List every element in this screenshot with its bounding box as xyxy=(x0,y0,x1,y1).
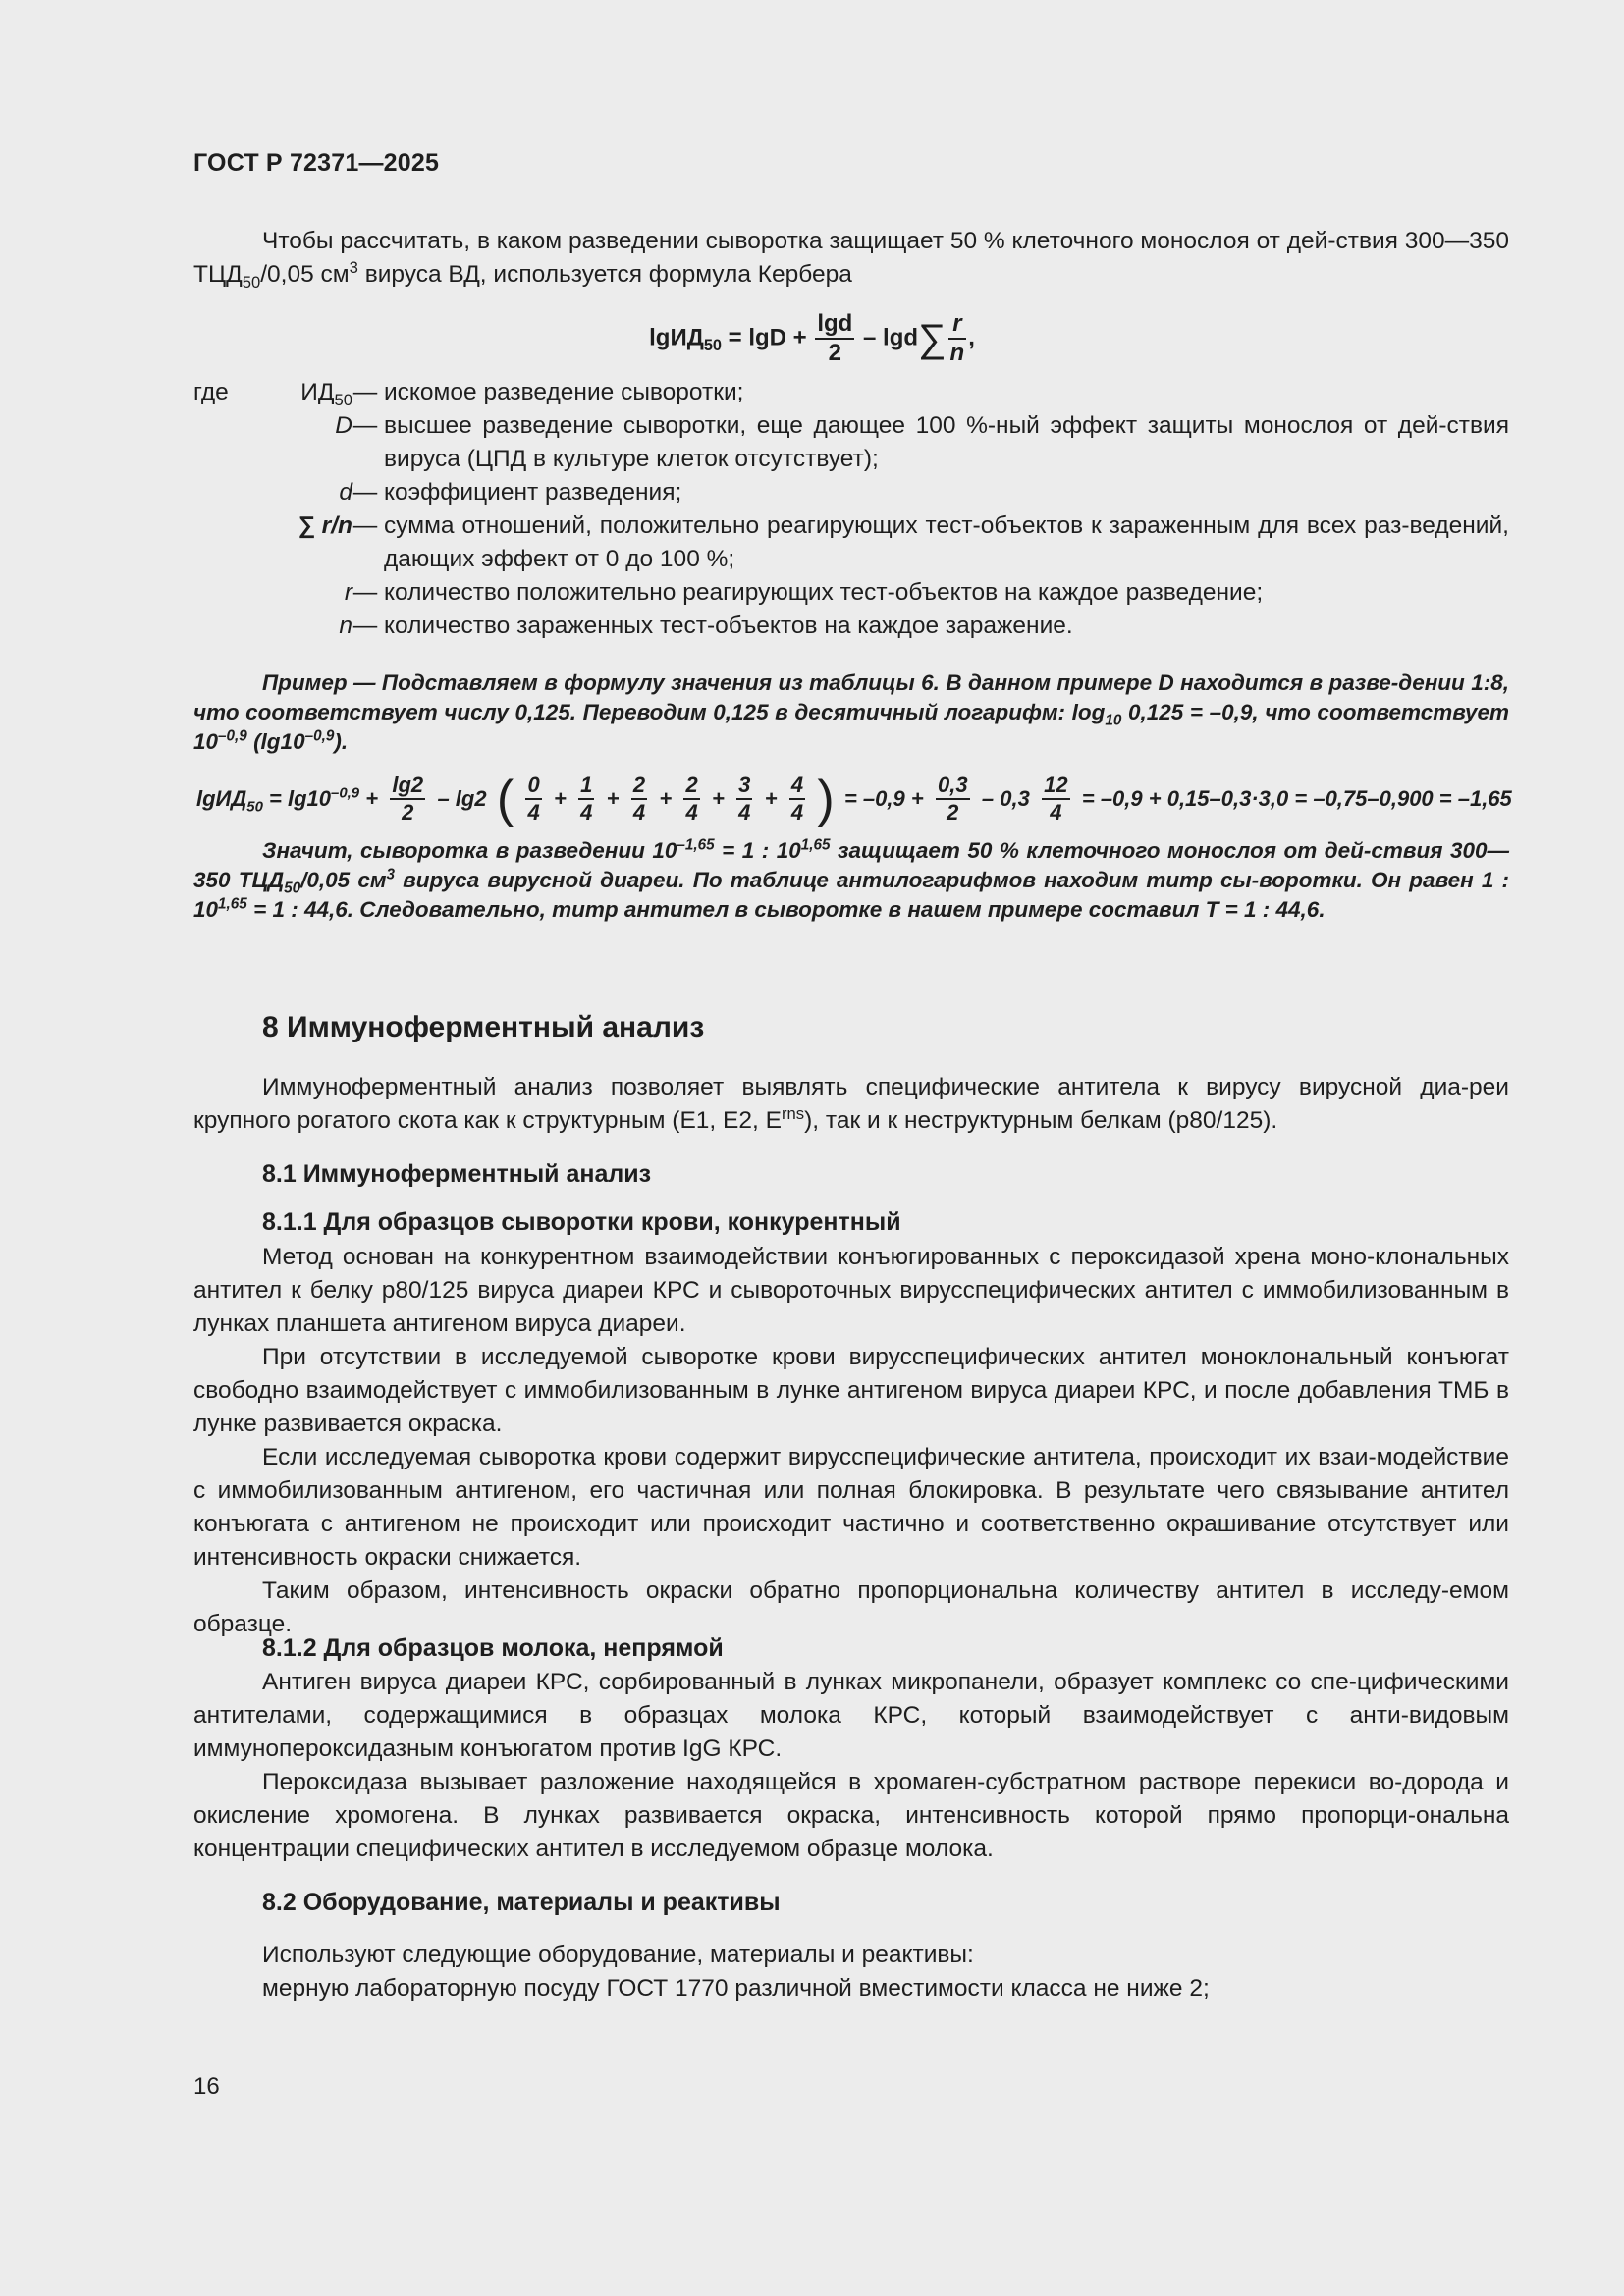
term-num: 0 xyxy=(525,774,541,800)
s811-paragraph-3: Если исследуемая сыворотка крови содержит вирусспецифические антитела, происходит их взаи-модействие с иммобилизованным антигеном, его частичная или полная блокировка. В результате чего связывание антител конъюгата с антигеном не происходит или происходит частично и соответственно окрашивание отсутствует или интенсивность окраски снижается. xyxy=(193,1444,1509,1571)
example-sup2: –0,9 xyxy=(304,727,335,745)
section-8-2-title: 8.2 Оборудование, материалы и реактивы xyxy=(262,1889,781,1916)
example-sup1: –0,9 xyxy=(218,727,247,745)
definition-dash: — xyxy=(352,412,378,439)
definition-desc: искомое разведение сыворотки; xyxy=(384,379,744,405)
definition-desc: коэффициент разведения; xyxy=(384,479,682,506)
intro-sup: 3 xyxy=(349,257,358,277)
open-paren: ( xyxy=(496,771,514,828)
close-paren: ) xyxy=(817,771,835,828)
definition-dash: — xyxy=(352,579,378,606)
definition-term: r xyxy=(344,579,352,606)
calculation-formula: $\lg ИД_{50} = \lg 10^{-0,9}$ + $\frac{\lg 2}{2}$ – lg2 ( $\frac{0}{4}$ + $\frac{1}{4}$ + $\frac{2}{4}$ + $\frac{2}{4}$ + $\frac{3}{4}$ + $\frac{4}{4}$ ) = –0,9 + $\frac{0,3}{2}$ – 0,3 $\frac{12}{4}$ = –0,9 + 0,15–0,3·3,0 = –0,75–0,900 = –1,65 xyxy=(196,771,1512,828)
definition-dash: — xyxy=(352,613,378,639)
section-8-1-2-body xyxy=(193,1666,1509,1866)
calc-f1-num: lg2 xyxy=(390,774,425,800)
conclusion-sup4: 1,65 xyxy=(218,895,247,913)
definition-term: ∑ r/n xyxy=(298,512,352,539)
calc-fraction-1 xyxy=(390,774,425,824)
definition-row xyxy=(193,476,1509,509)
term-den: 4 xyxy=(738,800,751,825)
conclusion-paragraph xyxy=(193,836,1509,925)
formula-tail: , xyxy=(968,324,975,351)
formula-lhs: lgИД xyxy=(649,324,704,351)
intro-text-a: Чтобы рассчитать, в каком разведении сыворотка защищает 50 % клеточного монослоя от дей-ствия 300—350 ТЦД xyxy=(193,228,1509,288)
s812-paragraph-1: Антиген вируса диареи КРС, сорбированный в лунках микропанели, образует комплекс со спе-цифическими антителами, содержащимися в образцах молока КРС, который взаимодействует с анти-видовым иммунопероксидазным конъюгатом против IgG КРС. xyxy=(193,1669,1509,1762)
formula-frac-num: lgd xyxy=(815,312,854,340)
example-paragraph xyxy=(193,668,1509,757)
s812-paragraph-2: Пероксидаза вызывает разложение находящейся в хромаген-субстратном растворе перекиси во-дорода и окисление хромогена. В лунках развивается окраска, интенсивность которой прямо пропорци-ональна концентрации специфических антител в исследуемом образце молока. xyxy=(193,1769,1509,1862)
calc-t1: = lg10 xyxy=(262,786,331,811)
conclusion-b: = 1 : 10 xyxy=(714,838,801,863)
definition-dash: — xyxy=(352,479,378,506)
calc-lhs-text: lgИД xyxy=(196,786,247,811)
term-den: 4 xyxy=(685,800,698,825)
definition-row xyxy=(193,409,1509,476)
example-text-d: ). xyxy=(334,729,349,754)
conclusion-d: /0,05 см xyxy=(300,868,387,892)
section-8-1-2-title: 8.1.2 Для образцов молока, непрямой xyxy=(262,1634,724,1662)
conclusion-sup3: 3 xyxy=(386,866,396,883)
definition-desc: высшее разведение сыворотки, еще дающее 100 %-ный эффект защиты монослоя от дей-ствия вируса (ЦПД в культуре клеток отсутствует); xyxy=(384,412,1509,472)
definition-desc: количество положительно реагирующих тест-объектов на каждое разведение; xyxy=(384,579,1264,606)
term-sub: 50 xyxy=(334,390,352,409)
calc-t5: = –0,9 + 0,15–0,3·3,0 = –0,75–0,900 = –1,65 xyxy=(1081,786,1512,811)
sigma-symbol: ∑ xyxy=(918,317,947,360)
definition-term: d xyxy=(339,479,352,506)
definition-dash: — xyxy=(352,379,378,405)
conclusion-sup2: 1,65 xyxy=(800,836,831,854)
definition-list xyxy=(193,376,1509,643)
definition-row xyxy=(193,610,1509,643)
term-num: 3 xyxy=(736,774,752,800)
formula-lhs-sub: 50 xyxy=(703,337,722,355)
section-8-title: 8 Иммуноферментный анализ xyxy=(262,1011,705,1043)
where-label: где xyxy=(193,379,229,405)
s811-paragraph-1: Метод основан на конкурентном взаимодействии конъюгированных с пероксидазой хрена моно-клональных антител к белку р80/125 вируса диареи КРС и сывороточных вирусспецифических антител с иммобилизованным в лунках планшета антигеном вируса диареи. xyxy=(193,1244,1509,1337)
calc-term-fraction xyxy=(736,774,752,824)
term-den: 4 xyxy=(790,800,804,825)
definition-row xyxy=(193,576,1509,610)
term-den: 4 xyxy=(580,800,593,825)
formula-minus: – lgd xyxy=(856,324,919,351)
calc-f3-num: 12 xyxy=(1042,774,1069,800)
definition-term: n xyxy=(339,613,352,639)
formula-sum-fraction xyxy=(948,312,967,365)
section-8-1-1-body xyxy=(193,1241,1509,1641)
formula-frac-den: 2 xyxy=(828,340,842,366)
section-8-1-1-title: 8.1.1 Для образцов сыворотки крови, конкурентный xyxy=(262,1208,901,1236)
intro-sub: 50 xyxy=(242,272,261,292)
conclusion-sub1: 50 xyxy=(284,880,301,897)
definition-row xyxy=(193,376,1509,409)
calc-plus: + xyxy=(359,786,379,811)
calc-term-fraction xyxy=(525,774,541,824)
s8-intro-sup: rns xyxy=(781,1103,805,1123)
example-text-a: Пример — Подставляем в формулу значения из таблицы 6. В данном примере D находится в разве-дении 1:8, что соответствует числу 0,125. Переводим 0,125 в десятичный логарифм: log xyxy=(193,670,1509,724)
definition-term xyxy=(193,376,352,409)
calc-term-fraction xyxy=(578,774,594,824)
s8-intro-a: Иммуноферментный анализ позволяет выявлять специфические антитела к вирусу вирусной диа-реи крупного рогатого скота как к структурным (E1, E2, E xyxy=(193,1074,1509,1134)
formula-eq: = lgD + xyxy=(721,324,814,351)
intro-text-b: /0,05 см xyxy=(260,261,350,288)
intro-text-c: вируса ВД, используется формула Кербера xyxy=(357,261,852,288)
term-num: 4 xyxy=(789,774,805,800)
s811-paragraph-2: При отсутствии в исследуемой сыворотке крови вирусспецифических антител моноклональный конъюгат свободно взаимодействует с иммобилизованным в лунке антигеном вируса диареи КРС, и после добавления ТМБ в лунке развивается окраска. xyxy=(193,1344,1509,1437)
formula-fraction xyxy=(815,312,854,365)
document-header: ГОСТ Р 72371—2025 xyxy=(193,149,440,177)
term-num: 1 xyxy=(578,774,594,800)
kerber-formula xyxy=(0,312,1624,365)
calc-t4: – 0,3 xyxy=(981,786,1030,811)
calc-f2-num: 0,3 xyxy=(936,774,970,800)
definition-desc: сумма отношений, положительно реагирующих тест-объектов к зараженным для всех раз-ведений, дающих эффект от 0 до 100 %; xyxy=(384,512,1509,572)
calc-fraction-3 xyxy=(1042,774,1069,824)
calc-term-fraction xyxy=(631,774,647,824)
calc-f2-den: 2 xyxy=(947,800,959,825)
intro-paragraph xyxy=(193,225,1509,292)
section-8-2-body xyxy=(193,1939,1509,2005)
s811-paragraph-4: Таким образом, интенсивность окраски обратно пропорциональна количеству антител в исследу-емом образце. xyxy=(193,1577,1509,1637)
definition-term: D xyxy=(335,412,352,439)
formula-sum-den: n xyxy=(949,340,965,366)
conclusion-e: вируса вирусной диареи. По таблице антилогарифмов находим титр сы-воротки. Он равен 1 : 10 xyxy=(193,868,1510,922)
term-text: ИД xyxy=(300,379,335,405)
page-number: 16 xyxy=(193,2073,220,2100)
calc-fraction-2 xyxy=(936,774,970,824)
calc-term-fraction xyxy=(683,774,699,824)
section-8-1-title: 8.1 Иммуноферментный анализ xyxy=(262,1160,652,1188)
calc-lhs xyxy=(196,784,379,816)
conclusion-a: Значит, сыворотка в разведении 10 xyxy=(262,838,677,863)
s82-paragraph-2: мерную лабораторную посуду ГОСТ 1770 различной вместимости класса не ниже 2; xyxy=(262,1975,1210,2002)
calc-f1-den: 2 xyxy=(402,800,414,825)
calc-f3-den: 4 xyxy=(1050,800,1062,825)
formula-sum-num: r xyxy=(948,312,967,340)
conclusion-f: = 1 : 44,6. Следовательно, титр антител в сыворотке в нашем примере составил Т = 1 : 44,6. xyxy=(246,897,1326,922)
definition-desc: количество зараженных тест-объектов на каждое заражение. xyxy=(384,613,1073,639)
definition-row xyxy=(193,509,1509,576)
example-text-c: (lg10 xyxy=(246,729,305,754)
conclusion-c: защищает 50 % клеточного монослоя от дей-ствия 300—350 ТЦД xyxy=(193,838,1509,892)
definition-dash: — xyxy=(352,512,378,539)
conclusion-sup1: –1,65 xyxy=(677,836,715,854)
example-sub: 10 xyxy=(1105,712,1122,729)
section-8-intro xyxy=(193,1071,1509,1138)
term-den: 4 xyxy=(632,800,646,825)
term-num: 2 xyxy=(683,774,699,800)
calc-term-fraction xyxy=(789,774,805,824)
s82-paragraph-1: Используют следующие оборудование, материалы и реактивы: xyxy=(262,1942,974,1968)
calc-lhs-sub: 50 xyxy=(246,798,263,816)
calc-t2: – lg2 xyxy=(437,786,487,811)
calc-t1-sup: –0,9 xyxy=(331,784,360,802)
s8-intro-b: ), так и к неструктурным белкам (р80/125). xyxy=(804,1107,1278,1134)
term-num: 2 xyxy=(631,774,647,800)
calc-t3: = –0,9 + xyxy=(843,786,924,811)
term-den: 4 xyxy=(527,800,540,825)
example-text-b: 0,125 = –0,9, что соответствует 10 xyxy=(193,700,1509,754)
